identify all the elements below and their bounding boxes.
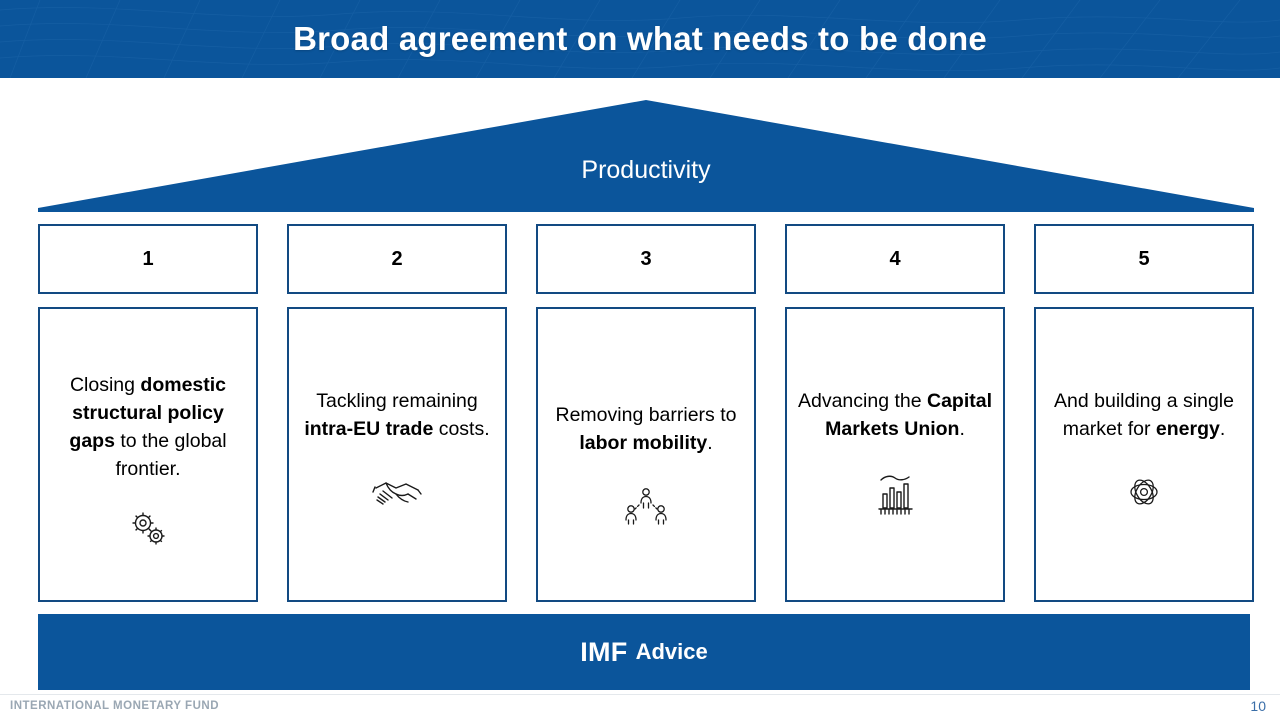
column-5: [1034, 224, 1254, 602]
footer-organization: INTERNATIONAL MONETARY FUND: [10, 700, 219, 712]
gears-icon: [124, 499, 172, 557]
bar-chart-icon: [875, 465, 915, 523]
people-mobility-icon: [621, 477, 671, 535]
roof-label: Productivity: [581, 156, 711, 184]
base-bar: [38, 614, 1250, 690]
column-number-box: 2: [287, 224, 507, 294]
pillar-columns: [38, 224, 1254, 602]
column-number-box: 4: [785, 224, 1005, 294]
column-text: Advancing the Capital Markets Union.: [797, 390, 993, 441]
column-4: [785, 224, 1005, 602]
header-banner: [0, 0, 1280, 78]
column-content-box: [785, 307, 1005, 602]
roof-shape: [38, 100, 1254, 212]
column-text: Tackling remaining intra-EU trade costs.: [304, 390, 490, 441]
column-content-box: [38, 307, 258, 602]
column-content-box: [1034, 307, 1254, 602]
column-text: Closing domestic structural policy gaps to the global frontier.: [69, 374, 227, 481]
column-number-box: 1: [38, 224, 258, 294]
handshake-icon: [372, 465, 422, 523]
column-3: [536, 224, 756, 602]
column-content-box: [536, 307, 756, 602]
column-2: [287, 224, 507, 602]
footer-divider: [0, 694, 1280, 695]
column-number-box: 3: [536, 224, 756, 294]
column-content-box: [287, 307, 507, 602]
atom-energy-icon: [1121, 463, 1167, 521]
column-text: And building a single market for energy.: [1054, 390, 1234, 441]
column-number-box: 5: [1034, 224, 1254, 294]
column-text: Removing barriers to labor mobility.: [555, 404, 737, 455]
page-number: 10: [1250, 698, 1266, 714]
column-1: [38, 224, 258, 602]
base-bar-light-label: Advice: [635, 639, 708, 664]
base-bar-strong-label: IMF: [580, 636, 628, 667]
page-title: Broad agreement on what needs to be done: [293, 20, 987, 57]
